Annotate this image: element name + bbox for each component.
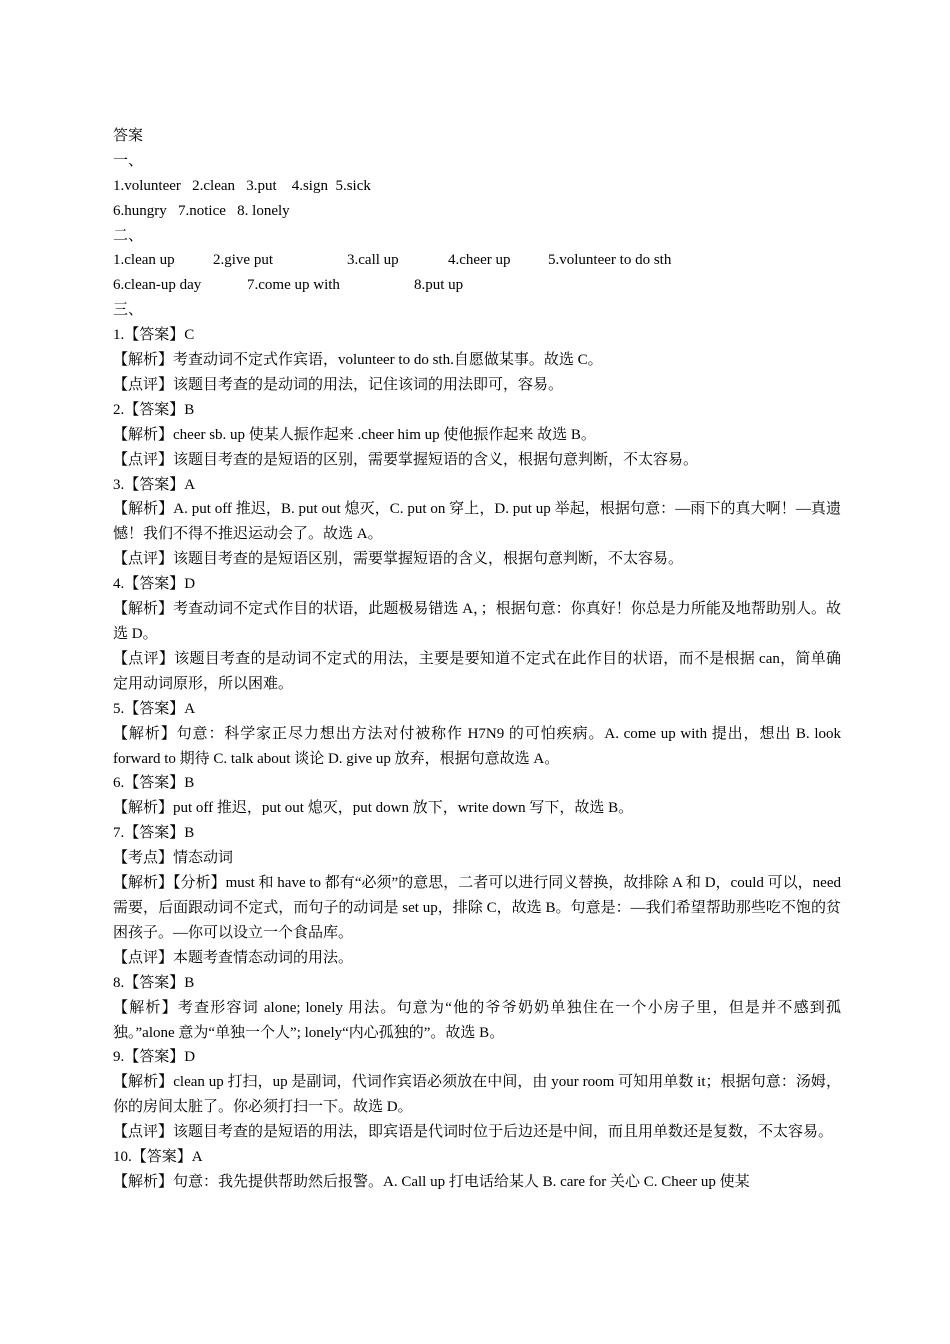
explanation-paragraph: 【点评】该题目考查的是短语区别，需要掌握短语的含义，根据句意判断，不太容易。 [113, 551, 684, 568]
question-answer-line: 3.【答案】A [113, 476, 196, 493]
section-2-answer: 1.clean up [113, 252, 175, 269]
explanation-paragraph: 【点评】本题考查情态动词的用法。 [113, 949, 354, 966]
explanation-paragraph: 【解析】【分析】must 和 have to 都有“必须”的意思，二者可以进行同义替换，故排除 A 和 D，could 可以，need 需要，后面跟动词不定式，而句子的动词是 set up，排除 C，故选 B。句意是：—我们希望帮助那些吃不饱的贫困孩子。—你可以设立一个食品库。 [113, 875, 841, 941]
question-answer-line: 8.【答案】B [113, 974, 195, 991]
explanation-paragraph: 【解析】put off 推迟，put out 熄灭，put down 放下，write down 写下，故选 B。 [113, 800, 634, 817]
section-2-heading: 二、 [113, 227, 144, 244]
explanation-paragraph: 【考点】情态动词 [113, 850, 234, 867]
section-2-answer: 3.call up [347, 252, 399, 269]
explanation-paragraph: 【点评】该题目考查的是短语的用法，即宾语是代词时位于后边还是中间，而且用单数还是复数，不太容易。 [113, 1124, 834, 1141]
section-3-body [113, 323, 841, 1195]
question-answer-line: 9.【答案】D [113, 1049, 196, 1066]
explanation-paragraph: 【解析】考查形容词 alone; lonely 用法。句意为“他的爷爷奶奶单独住在一个小房子里，但是并不感到孤独。”alone 意为“单独一个人”; lonely“内心孤独的”。故选 B。 [113, 999, 841, 1041]
question-answer-line: 6.【答案】B [113, 775, 195, 792]
question-answer-line: 10.【答案】A [113, 1149, 203, 1166]
explanation-paragraph: 【解析】句意：科学家正尽力想出方法对付被称作 H7N9 的可怕疾病。A. come up with 提出，想出 B. look forward to 期待 C. talk about 谈论 D. give up 放弃，根据句意故选 A。 [113, 725, 841, 767]
section-2-answer: 8.put up [414, 277, 464, 294]
answer-document [113, 124, 841, 1195]
explanation-paragraph: 【点评】该题目考查的是动词不定式的用法，主要是要知道不定式在此作目的状语，而不是根据 can，简单确定用动词原形，所以困难。 [113, 650, 841, 692]
section-1-answers-line-1: 1.volunteer 2.clean 3.put 4.sign 5.sick [113, 177, 371, 194]
explanation-paragraph: 【解析】考查动词不定式作目的状语，此题极易错选 A，；根据句意：你真好！你总是力所能及地帮助别人。故选 D。 [113, 601, 841, 642]
section-1-answers-line-2: 6.hungry 7.notice 8. lonely [113, 202, 290, 219]
explanation-paragraph: 【解析】A. put off 推迟，B. put out 熄灭，C. put on 穿上，D. put up 举起，根据句意：—雨下的真大啊！—真遗憾！我们不得不推迟运动会了。故选 A。 [113, 501, 841, 543]
question-answer-line: 7.【答案】B [113, 825, 195, 842]
question-answer-line: 4.【答案】D [113, 576, 196, 593]
question-answer-line: 1.【答案】C [113, 327, 195, 344]
explanation-paragraph: 【解析】考查动词不定式作宾语，volunteer to do sth.自愿做某事。故选 C。 [113, 352, 603, 369]
section-2-answer: 7.come up with [247, 277, 340, 294]
question-answer-line: 5.【答案】A [113, 700, 196, 717]
section-2-answer: 6.clean-up day [113, 277, 202, 294]
section-2-answer: 2.give put [213, 252, 273, 269]
explanation-paragraph: 【解析】clean up 打扫，up 是副词，代词作宾语必须放在中间，由 your room 可知用单数 it；根据句意：汤姆，你的房间太脏了。你必须打扫一下。故选 D。 [113, 1074, 841, 1116]
explanation-paragraph: 【解析】句意：我先提供帮助然后报警。A. Call up 打电话给某人 B. care for 关心 C. Cheer up 使某 [113, 1173, 750, 1190]
explanation-paragraph: 【解析】cheer sb. up 使某人振作起来 .cheer him up 使他振作起来 故选 B。 [113, 426, 596, 443]
question-answer-line: 2.【答案】B [113, 401, 195, 418]
page-title: 答案 [113, 128, 144, 144]
section-1-heading: 一、 [113, 152, 144, 169]
section-3-heading: 三、 [113, 302, 144, 319]
section-2-answers-row-2 [113, 273, 841, 298]
section-2-answers-row-1 [113, 248, 841, 273]
explanation-paragraph: 【点评】该题目考查的是短语的区别，需要掌握短语的含义，根据句意判断，不太容易。 [113, 451, 699, 468]
section-2-answer: 4.cheer up [448, 252, 511, 269]
section-2-answer: 5.volunteer to do sth [548, 252, 672, 269]
explanation-paragraph: 【点评】该题目考查的是动词的用法，记住该词的用法即可，容易。 [113, 376, 564, 393]
